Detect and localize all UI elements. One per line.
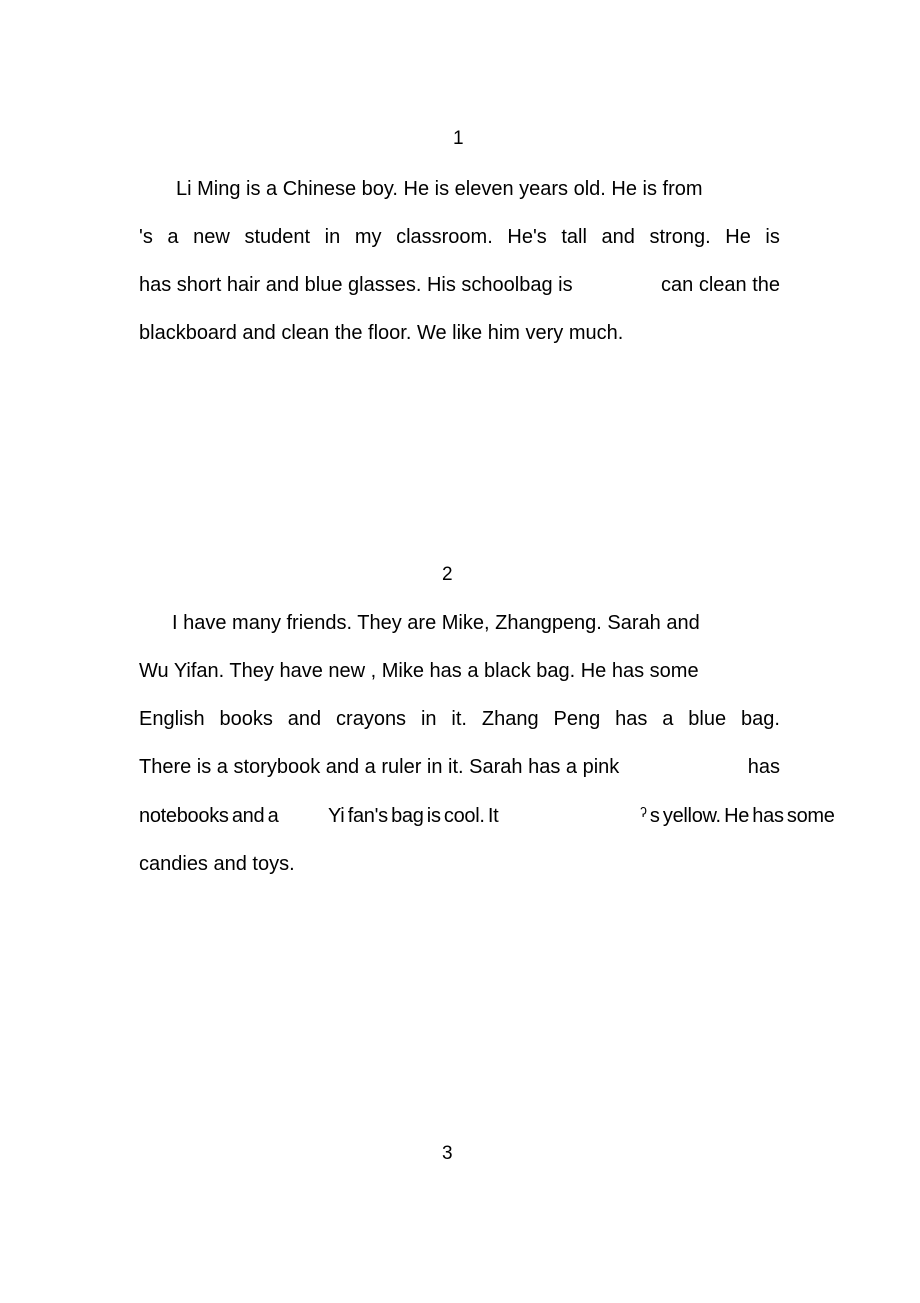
word: crayons [336, 708, 407, 730]
word: is [765, 226, 780, 248]
text-segment: notebooks and a [139, 805, 279, 827]
word: a [662, 708, 674, 730]
paragraph-1-line-3 [139, 273, 780, 297]
word: English [139, 708, 205, 730]
paragraph-2-line-3 [139, 707, 780, 731]
word: classroom. [396, 226, 493, 248]
word: and [287, 708, 322, 730]
text-segment: ˀ s yellow. He has some [640, 805, 835, 827]
word: Peng [553, 708, 601, 730]
text-segment: Yi fan's bag is cool. It [328, 805, 499, 827]
word: blue [688, 708, 727, 730]
word: and [601, 226, 635, 248]
word: my [354, 226, 382, 248]
word: student [244, 226, 311, 248]
word: He [725, 226, 751, 248]
text-segment: has short hair and blue glasses. His schoolbag is [139, 274, 573, 296]
word: books [219, 708, 273, 730]
word: it. [451, 708, 467, 730]
paragraph-1-line-2 [139, 225, 780, 249]
word: He's [507, 226, 547, 248]
word: Zhang [481, 708, 539, 730]
paragraph-2-line-1: I have many friends. They are Mike, Zhangpeng. Sarah and [172, 612, 700, 634]
paragraph-2-line-2: Wu Yifan. They have new , Mike has a black bag. He has some [139, 660, 699, 682]
word: new [193, 226, 230, 248]
text-segment: has [747, 756, 780, 778]
word: has [615, 708, 648, 730]
paragraph-2-line-6: candies and toys. [139, 853, 295, 875]
word: tall [561, 226, 587, 248]
paragraph-1-line-1: Li Ming is a Chinese boy. He is eleven years old. He is from [176, 178, 703, 200]
text-segment: There is a storybook and a ruler in it. Sarah has a pink [139, 756, 620, 778]
paragraph-2-line-4 [139, 755, 780, 779]
word: bag. [740, 708, 780, 730]
section-number-2: 2 [442, 564, 453, 585]
text-segment: can clean the [661, 274, 780, 296]
paragraph-1-line-4: blackboard and clean the floor. We like him very much. [139, 322, 624, 344]
section-number-1: 1 [453, 128, 464, 149]
word: in [324, 226, 341, 248]
word: in [420, 708, 437, 730]
word: strong. [649, 226, 711, 248]
paragraph-2-line-5 [139, 804, 835, 828]
word: 's [139, 226, 153, 248]
word: a [167, 226, 179, 248]
section-number-3: 3 [442, 1143, 453, 1164]
